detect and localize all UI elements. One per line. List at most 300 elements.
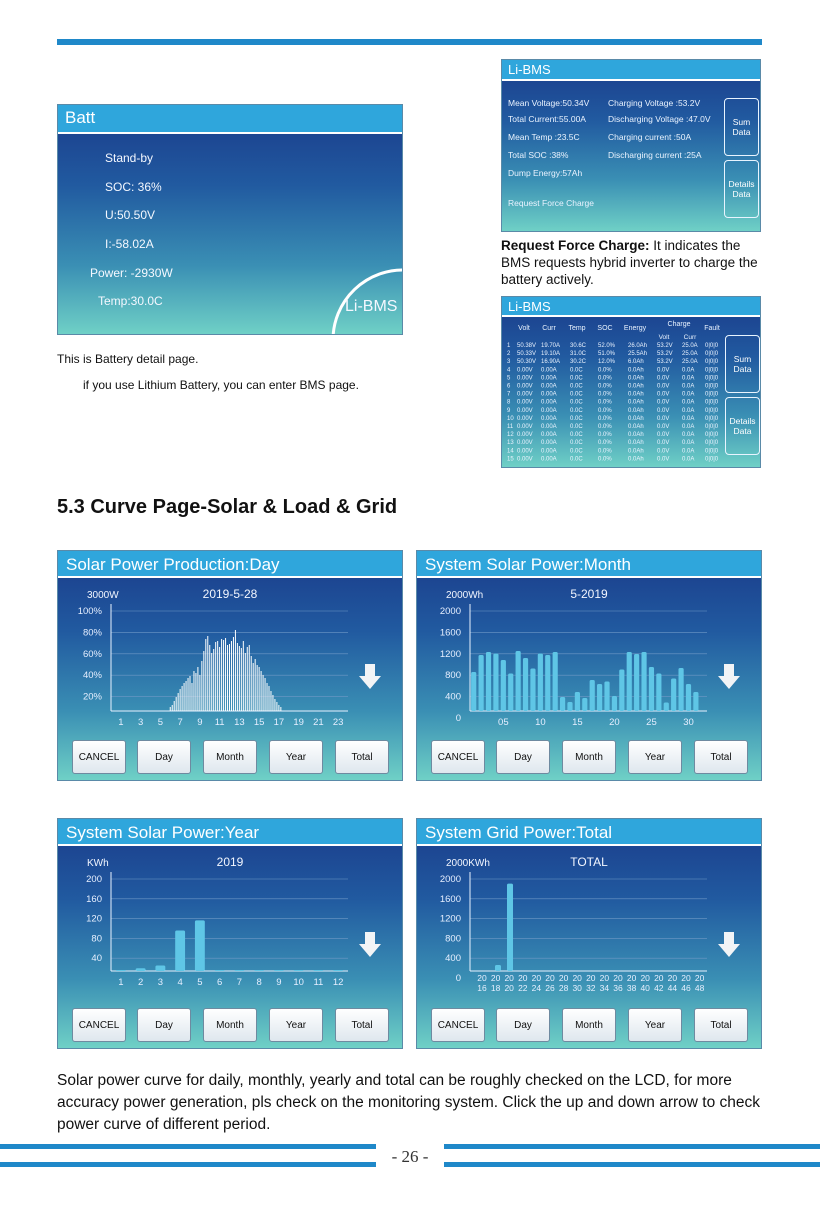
y-tick-label: 800 bbox=[445, 933, 461, 945]
bms-cell: 0.0Ah bbox=[628, 375, 644, 382]
data-bar bbox=[538, 654, 543, 712]
y-tick-label: 160 bbox=[86, 893, 102, 905]
bms-cell: 0.00A bbox=[541, 448, 557, 455]
x-tick-label: 20 bbox=[640, 973, 650, 983]
bms-cell: 16.90A bbox=[541, 359, 561, 366]
bms-cell: 0.0% bbox=[598, 415, 612, 422]
bms-cell: 0.0C bbox=[570, 440, 583, 447]
bms-cell: 0.00A bbox=[541, 399, 557, 406]
x-tick-label: 5 bbox=[157, 717, 164, 728]
y-tick-label: 0 bbox=[455, 713, 461, 724]
bms-header: Curr bbox=[542, 325, 556, 332]
data-bar bbox=[493, 654, 498, 712]
bms-cell: 0.0% bbox=[598, 399, 612, 406]
cancel-button[interactable]: CANCEL bbox=[431, 740, 485, 774]
y-tick-label: 800 bbox=[445, 670, 461, 682]
bms-cell: 0.0A bbox=[682, 391, 695, 398]
chart-subtitle: TOTAL bbox=[570, 855, 608, 869]
unit-label: 3000W bbox=[87, 590, 119, 601]
batt-title: Batt bbox=[58, 105, 402, 134]
bms-cell: 53.2V bbox=[657, 343, 673, 349]
bms-cell: 0.0C bbox=[570, 407, 583, 414]
force-charge-text: It indicates the BMS requests hybrid inverter to charge the battery actively. bbox=[501, 238, 758, 287]
total-button[interactable]: Total bbox=[694, 1008, 748, 1042]
bms-cell: 0.00V bbox=[517, 367, 533, 374]
bms-cell: 25.0A bbox=[682, 351, 698, 358]
bms-mean-temp: Mean Temp :23.5C bbox=[508, 132, 580, 142]
y-tick-label: 400 bbox=[445, 691, 461, 703]
x-tick-label: 48 bbox=[694, 983, 705, 993]
bms-cell: 0.00A bbox=[541, 407, 557, 414]
data-bar bbox=[501, 660, 506, 711]
x-tick-label: 26 bbox=[545, 983, 555, 993]
data-bar bbox=[597, 684, 602, 711]
bms-cell: 0.0Ah bbox=[628, 415, 644, 422]
day-button[interactable]: Day bbox=[496, 740, 550, 774]
data-bar bbox=[313, 970, 323, 971]
x-tick-label: 5 bbox=[197, 977, 203, 988]
bms-cell: 11 bbox=[507, 424, 514, 430]
data-bar bbox=[530, 669, 535, 712]
page-number: - 26 - bbox=[391, 1147, 429, 1166]
chart-panel-year bbox=[57, 818, 403, 1049]
bms-cell: 0.0V bbox=[657, 432, 670, 439]
y-tick-label: 100% bbox=[77, 606, 102, 617]
x-tick-label: 2 bbox=[137, 977, 144, 988]
data-bar bbox=[294, 970, 304, 971]
bms-cell: 0.0A bbox=[682, 432, 695, 439]
bms-cell: 10 bbox=[507, 415, 514, 422]
chart-day bbox=[58, 578, 403, 738]
bms-cell: 0.0Ah bbox=[628, 456, 644, 463]
x-tick-label: 6 bbox=[216, 977, 223, 988]
bms-cell: 53.2V bbox=[657, 359, 673, 366]
day-button[interactable]: Day bbox=[137, 740, 191, 774]
x-tick-label: 20 bbox=[558, 973, 569, 983]
data-bar bbox=[155, 965, 165, 971]
y-tick-label: 2000 bbox=[439, 606, 461, 617]
bms-cell: 0.00A bbox=[541, 375, 557, 382]
x-tick-label: 3 bbox=[157, 977, 164, 988]
x-tick-label: 8 bbox=[256, 977, 262, 988]
x-tick-label: 20 bbox=[518, 973, 528, 983]
force-charge-note bbox=[501, 237, 763, 288]
data-bar bbox=[649, 667, 654, 711]
bms-header: Temp bbox=[568, 325, 586, 332]
y-tick-label: 1200 bbox=[439, 648, 461, 660]
bms-cell: 0.0A bbox=[682, 424, 695, 430]
bms-cell: 0|0|0 bbox=[705, 448, 719, 455]
details-data-button[interactable]: Details Data bbox=[724, 160, 759, 218]
bms-cell: 0.0A bbox=[682, 399, 695, 406]
bms-cell: 5 bbox=[507, 375, 511, 382]
chart-button-row bbox=[417, 1008, 761, 1042]
chart-button-row bbox=[58, 740, 402, 774]
bms-cell: 12.0% bbox=[598, 359, 616, 366]
x-tick-label: 10 bbox=[293, 977, 304, 988]
bms-cell: 0.00V bbox=[517, 415, 533, 422]
bms-cell: 0.00V bbox=[517, 448, 533, 455]
bms-cell: 0.0Ah bbox=[628, 367, 644, 374]
bms-cell: 0.0% bbox=[598, 407, 612, 414]
unit-label: KWh bbox=[87, 858, 109, 869]
y-tick-label: 80% bbox=[82, 627, 102, 639]
data-bar bbox=[274, 970, 284, 971]
y-tick-label: 200 bbox=[86, 874, 102, 885]
bms-cell: 0.00A bbox=[541, 424, 557, 430]
bms-cell: 50.33V bbox=[517, 351, 537, 358]
chart-button-row bbox=[58, 1008, 402, 1042]
bms-cell: 0.0% bbox=[598, 383, 612, 390]
x-tick-label: 4 bbox=[177, 977, 183, 988]
sum-data-button[interactable]: Sum Data bbox=[724, 98, 759, 156]
data-bar bbox=[495, 965, 501, 971]
bms-cell: 12 bbox=[507, 432, 514, 439]
bms-cell: 0.0V bbox=[657, 456, 670, 463]
bms-cell: 0.0V bbox=[657, 391, 670, 398]
x-tick-label: 20 bbox=[599, 973, 610, 983]
y-tick-label: 60% bbox=[82, 648, 102, 660]
data-bar bbox=[575, 692, 580, 711]
x-tick-label: 20 bbox=[531, 973, 542, 983]
bms-cell: 31.0C bbox=[570, 351, 587, 358]
x-tick-label: 30 bbox=[683, 717, 694, 728]
data-bar bbox=[471, 672, 476, 711]
x-tick-label: 21 bbox=[313, 717, 324, 728]
y-tick-label: 1200 bbox=[439, 913, 461, 925]
data-bar bbox=[234, 970, 244, 971]
x-tick-label: 20 bbox=[613, 973, 623, 983]
month-button[interactable]: Month bbox=[562, 1008, 616, 1042]
bms-cell: 0.00A bbox=[541, 440, 557, 447]
bms-discharging-current: Discharging current :25A bbox=[608, 150, 702, 160]
batt-soc: SOC: 36% bbox=[105, 180, 162, 194]
y-tick-label: 1600 bbox=[439, 893, 461, 905]
bms-cell: 0.00V bbox=[517, 375, 533, 382]
x-tick-label: 1 bbox=[118, 717, 124, 728]
bms-cell: 0.0% bbox=[598, 456, 612, 463]
data-bar bbox=[136, 968, 146, 971]
bms-cell: 52.0% bbox=[598, 343, 616, 349]
bms-cell: 8 bbox=[507, 399, 511, 406]
bms-cell: 0.0V bbox=[657, 375, 670, 382]
chart-year bbox=[58, 846, 403, 1006]
bms-cell: 53.2V bbox=[657, 351, 673, 358]
section-heading: 5.3 Curve Page-Solar & Load & Grid bbox=[57, 496, 398, 518]
x-tick-label: 20 bbox=[572, 973, 582, 983]
day-button[interactable]: Day bbox=[137, 1008, 191, 1042]
bms-cell: 0|0|0 bbox=[705, 456, 719, 463]
bms-cell: 0.0Ah bbox=[628, 440, 644, 447]
bms-cell: 2 bbox=[507, 351, 511, 358]
bms-cell: 0.0C bbox=[570, 432, 583, 439]
bms-cell: 0|0|0 bbox=[705, 407, 719, 414]
x-tick-label: 19 bbox=[293, 717, 304, 728]
year-button[interactable]: Year bbox=[269, 740, 323, 774]
bms-cell: 0.0V bbox=[657, 415, 670, 422]
bms-details-title: Li-BMS bbox=[502, 297, 760, 317]
bms-cell: 13 bbox=[507, 440, 514, 447]
month-button[interactable]: Month bbox=[203, 740, 257, 774]
y-tick-label: 400 bbox=[445, 953, 461, 965]
batt-caption-line2: if you use Lithium Battery, you can enter BMS page. bbox=[83, 378, 359, 392]
x-tick-label: 20 bbox=[609, 717, 620, 728]
bms-cell: 0|0|0 bbox=[705, 391, 719, 398]
x-tick-label: 20 bbox=[626, 973, 637, 983]
x-tick-label: 40 bbox=[640, 983, 650, 993]
year-button[interactable]: Year bbox=[628, 1008, 682, 1042]
x-tick-label: 20 bbox=[586, 973, 596, 983]
bms-cell: 51.0% bbox=[598, 351, 616, 358]
bms-cell: 0.0V bbox=[657, 407, 670, 414]
data-bar bbox=[686, 684, 691, 711]
data-bar bbox=[175, 931, 185, 971]
data-bar bbox=[215, 970, 225, 971]
x-tick-label: 20 bbox=[477, 973, 487, 983]
cancel-button[interactable]: CANCEL bbox=[72, 740, 126, 774]
bms-total-current: Total Current:55.00A bbox=[508, 114, 586, 124]
x-tick-label: 16 bbox=[477, 983, 487, 993]
x-tick-label: 13 bbox=[234, 717, 245, 728]
bms-cell: 0.00V bbox=[517, 432, 533, 439]
bms-cell: 0.0C bbox=[570, 383, 583, 390]
bms-cell: 0.0C bbox=[570, 399, 583, 406]
details-data-button-2[interactable]: Details Data bbox=[725, 397, 760, 455]
top-rule bbox=[57, 39, 762, 45]
data-bar bbox=[516, 651, 521, 711]
force-charge-label: Request Force Charge: bbox=[501, 238, 650, 253]
bms-cell: 0|0|0 bbox=[705, 440, 719, 447]
x-tick-label: 44 bbox=[667, 983, 678, 993]
x-tick-label: 20 bbox=[667, 973, 678, 983]
bms-details-panel bbox=[501, 296, 761, 468]
bms-cell: 26.0Ah bbox=[628, 343, 648, 349]
bms-cell: 0.0C bbox=[570, 448, 583, 455]
batt-status: Stand-by bbox=[105, 151, 154, 165]
bms-cell: 0.0C bbox=[570, 415, 583, 422]
x-tick-label: 24 bbox=[531, 983, 542, 993]
x-tick-label: 20 bbox=[681, 973, 691, 983]
bms-cell: 0.0C bbox=[570, 391, 583, 398]
bms-cell: 0.0Ah bbox=[628, 432, 644, 439]
cancel-button[interactable]: CANCEL bbox=[431, 1008, 485, 1042]
x-tick-label: 20 bbox=[694, 973, 705, 983]
chart-panel-day bbox=[57, 550, 403, 781]
data-bar bbox=[671, 679, 676, 712]
bms-cell: 0|0|0 bbox=[705, 415, 719, 422]
bms-cell: 0.00A bbox=[541, 383, 557, 390]
chart-month bbox=[417, 578, 762, 738]
chart-button-row bbox=[417, 740, 761, 774]
chart-total bbox=[417, 846, 762, 1006]
y-tick-label: 40 bbox=[91, 953, 102, 965]
bms-cell: 0.0% bbox=[598, 367, 612, 374]
bms-cell: 14 bbox=[507, 448, 514, 455]
day-button[interactable]: Day bbox=[496, 1008, 550, 1042]
down-arrow-icon bbox=[718, 664, 740, 689]
data-bar bbox=[604, 682, 609, 712]
data-bar bbox=[333, 970, 343, 971]
bms-cell: 6.0Ah bbox=[628, 359, 644, 366]
y-tick-label: 2000 bbox=[439, 874, 461, 885]
year-button[interactable]: Year bbox=[628, 740, 682, 774]
total-button[interactable]: Total bbox=[335, 740, 389, 774]
down-arrow-icon bbox=[718, 932, 740, 957]
x-tick-label: 20 bbox=[504, 983, 514, 993]
chart-title: System Solar Power:Month bbox=[417, 551, 761, 578]
bms-cell: 0.0A bbox=[682, 448, 695, 455]
total-button[interactable]: Total bbox=[335, 1008, 389, 1042]
bms-cell: 6 bbox=[507, 383, 511, 390]
bms-charging-voltage: Charging Voltage :53.2V bbox=[608, 98, 701, 108]
y-tick-label: 1600 bbox=[439, 627, 461, 639]
x-tick-label: 3 bbox=[137, 717, 144, 728]
bms-cell: 30.2C bbox=[570, 359, 587, 366]
x-tick-label: 20 bbox=[545, 973, 555, 983]
data-bar bbox=[507, 884, 513, 971]
sum-data-button-2[interactable]: Sum Data bbox=[725, 335, 760, 393]
cancel-button[interactable]: CANCEL bbox=[72, 1008, 126, 1042]
bms-cell: 19.70A bbox=[541, 343, 561, 349]
batt-voltage: U:50.50V bbox=[105, 208, 156, 222]
x-tick-label: 20 bbox=[504, 973, 514, 983]
bms-cell: 0.00A bbox=[541, 391, 557, 398]
bms-cell: 0|0|0 bbox=[705, 399, 719, 406]
chart-subtitle: 2019-5-28 bbox=[202, 587, 258, 601]
bms-cell: 0.0C bbox=[570, 456, 583, 463]
x-tick-label: 34 bbox=[599, 983, 610, 993]
closing-paragraph: Solar power curve for daily, monthly, yearly and total can be roughly checked on the LCD, for more accuracy power generation, pls check on the monitoring system. Click the up and down arrow to check power curve of different period. bbox=[57, 1072, 761, 1133]
x-tick-label: 46 bbox=[681, 983, 691, 993]
bms-cell: 0|0|0 bbox=[705, 424, 719, 430]
bms-cell: 0|0|0 bbox=[705, 383, 719, 390]
bms-header: Fault bbox=[704, 325, 720, 332]
data-bar bbox=[523, 658, 528, 711]
bms-cell: 0.0Ah bbox=[628, 407, 644, 414]
bms-cell: 15 bbox=[507, 456, 514, 463]
chart-panel-month bbox=[416, 550, 762, 781]
x-tick-label: 36 bbox=[613, 983, 623, 993]
bms-cell: 0.0% bbox=[598, 440, 612, 447]
bms-cell: 0.0% bbox=[598, 432, 612, 439]
bms-details-table bbox=[502, 317, 724, 468]
y-tick-label: 40% bbox=[82, 670, 102, 682]
x-tick-label: 9 bbox=[276, 977, 282, 988]
x-tick-label: 25 bbox=[646, 717, 657, 728]
data-bar bbox=[619, 670, 624, 712]
data-bar bbox=[479, 655, 484, 711]
data-bar bbox=[195, 920, 205, 971]
bms-cell: 0.00A bbox=[541, 415, 557, 422]
bms-dump-energy: Dump Energy:57Ah bbox=[508, 168, 583, 178]
x-tick-label: 12 bbox=[332, 977, 344, 988]
bms-cell: 0.0V bbox=[657, 440, 670, 447]
batt-panel bbox=[57, 104, 403, 335]
data-bar bbox=[567, 702, 572, 711]
bms-charging-current: Charging current :50A bbox=[608, 132, 692, 142]
bms-cell: 0.0A bbox=[682, 375, 695, 382]
bms-cell: 0|0|0 bbox=[705, 367, 719, 374]
month-button[interactable]: Month bbox=[203, 1008, 257, 1042]
batt-temp: Temp:30.0C bbox=[98, 294, 163, 308]
x-tick-label: 30 bbox=[572, 983, 582, 993]
x-tick-label: 38 bbox=[626, 983, 637, 993]
bms-cell: 0.0A bbox=[682, 456, 695, 463]
bms-cell: 0.0% bbox=[598, 424, 612, 430]
down-arrow-icon bbox=[359, 664, 381, 689]
x-tick-label: 42 bbox=[654, 983, 664, 993]
bms-cell: 0.0Ah bbox=[628, 399, 644, 406]
y-tick-label: 20% bbox=[82, 691, 102, 703]
bms-cell: 0.0Ah bbox=[628, 383, 644, 390]
x-tick-label: 7 bbox=[177, 717, 183, 728]
x-tick-label: 10 bbox=[535, 717, 546, 728]
x-tick-label: 17 bbox=[273, 717, 285, 728]
y-tick-label: 120 bbox=[86, 913, 102, 925]
bms-subheader: Curr bbox=[683, 334, 697, 341]
bms-cell: 0.00V bbox=[517, 407, 533, 414]
data-bar bbox=[612, 696, 617, 711]
bms-cell: 0.0A bbox=[682, 415, 695, 422]
year-button[interactable]: Year bbox=[269, 1008, 323, 1042]
data-bar bbox=[560, 697, 565, 711]
x-tick-label: 23 bbox=[332, 717, 344, 728]
bms-cell: 9 bbox=[507, 407, 511, 414]
x-tick-label: 22 bbox=[518, 983, 528, 993]
bms-cell: 0.00V bbox=[517, 399, 533, 406]
bms-cell: 0.00A bbox=[541, 456, 557, 463]
x-tick-label: 9 bbox=[197, 717, 203, 728]
x-tick-label: 7 bbox=[236, 977, 243, 988]
chart-title: Solar Power Production:Day bbox=[58, 551, 402, 578]
total-button[interactable]: Total bbox=[694, 740, 748, 774]
down-arrow-icon bbox=[359, 932, 381, 957]
data-bar bbox=[627, 652, 632, 711]
bms-force-charge: Request Force Charge bbox=[508, 198, 594, 208]
chart-panel-total bbox=[416, 818, 762, 1049]
data-bar bbox=[254, 970, 264, 971]
bms-cell: 1 bbox=[507, 343, 511, 349]
chart-title: System Solar Power:Year bbox=[58, 819, 402, 846]
bms-cell: 0.0V bbox=[657, 367, 670, 374]
data-bar bbox=[116, 970, 126, 971]
x-tick-label: 1 bbox=[118, 977, 124, 988]
bms-cell: 0.00V bbox=[517, 440, 533, 447]
data-bar bbox=[693, 692, 698, 711]
bms-mean-voltage: Mean Voltage:50.34V bbox=[508, 98, 590, 108]
data-bar bbox=[664, 703, 669, 712]
bms-cell: 0|0|0 bbox=[705, 351, 719, 358]
bms-cell: 0.0Ah bbox=[628, 391, 644, 398]
bms-cell: 3 bbox=[507, 359, 511, 366]
bms-cell: 0.00V bbox=[517, 391, 533, 398]
month-button[interactable]: Month bbox=[562, 740, 616, 774]
x-tick-label: 05 bbox=[498, 717, 509, 728]
bms-cell: 0.0Ah bbox=[628, 448, 644, 455]
bms-cell: 25.0A bbox=[682, 359, 698, 366]
x-tick-label: 20 bbox=[490, 973, 501, 983]
bms-cell: 0.0V bbox=[657, 448, 670, 455]
bms-cell: 0.0A bbox=[682, 407, 695, 414]
x-tick-label: 20 bbox=[654, 973, 664, 983]
batt-power: Power: -2930W bbox=[90, 266, 173, 280]
bms-cell: 0.00A bbox=[541, 432, 557, 439]
x-tick-label: 15 bbox=[253, 717, 265, 728]
bms-cell: 0.0A bbox=[682, 383, 695, 390]
bms-header: Charge bbox=[667, 321, 691, 328]
batt-bms-link[interactable]: Li-BMS bbox=[345, 298, 398, 315]
bms-cell: 0|0|0 bbox=[705, 343, 719, 349]
